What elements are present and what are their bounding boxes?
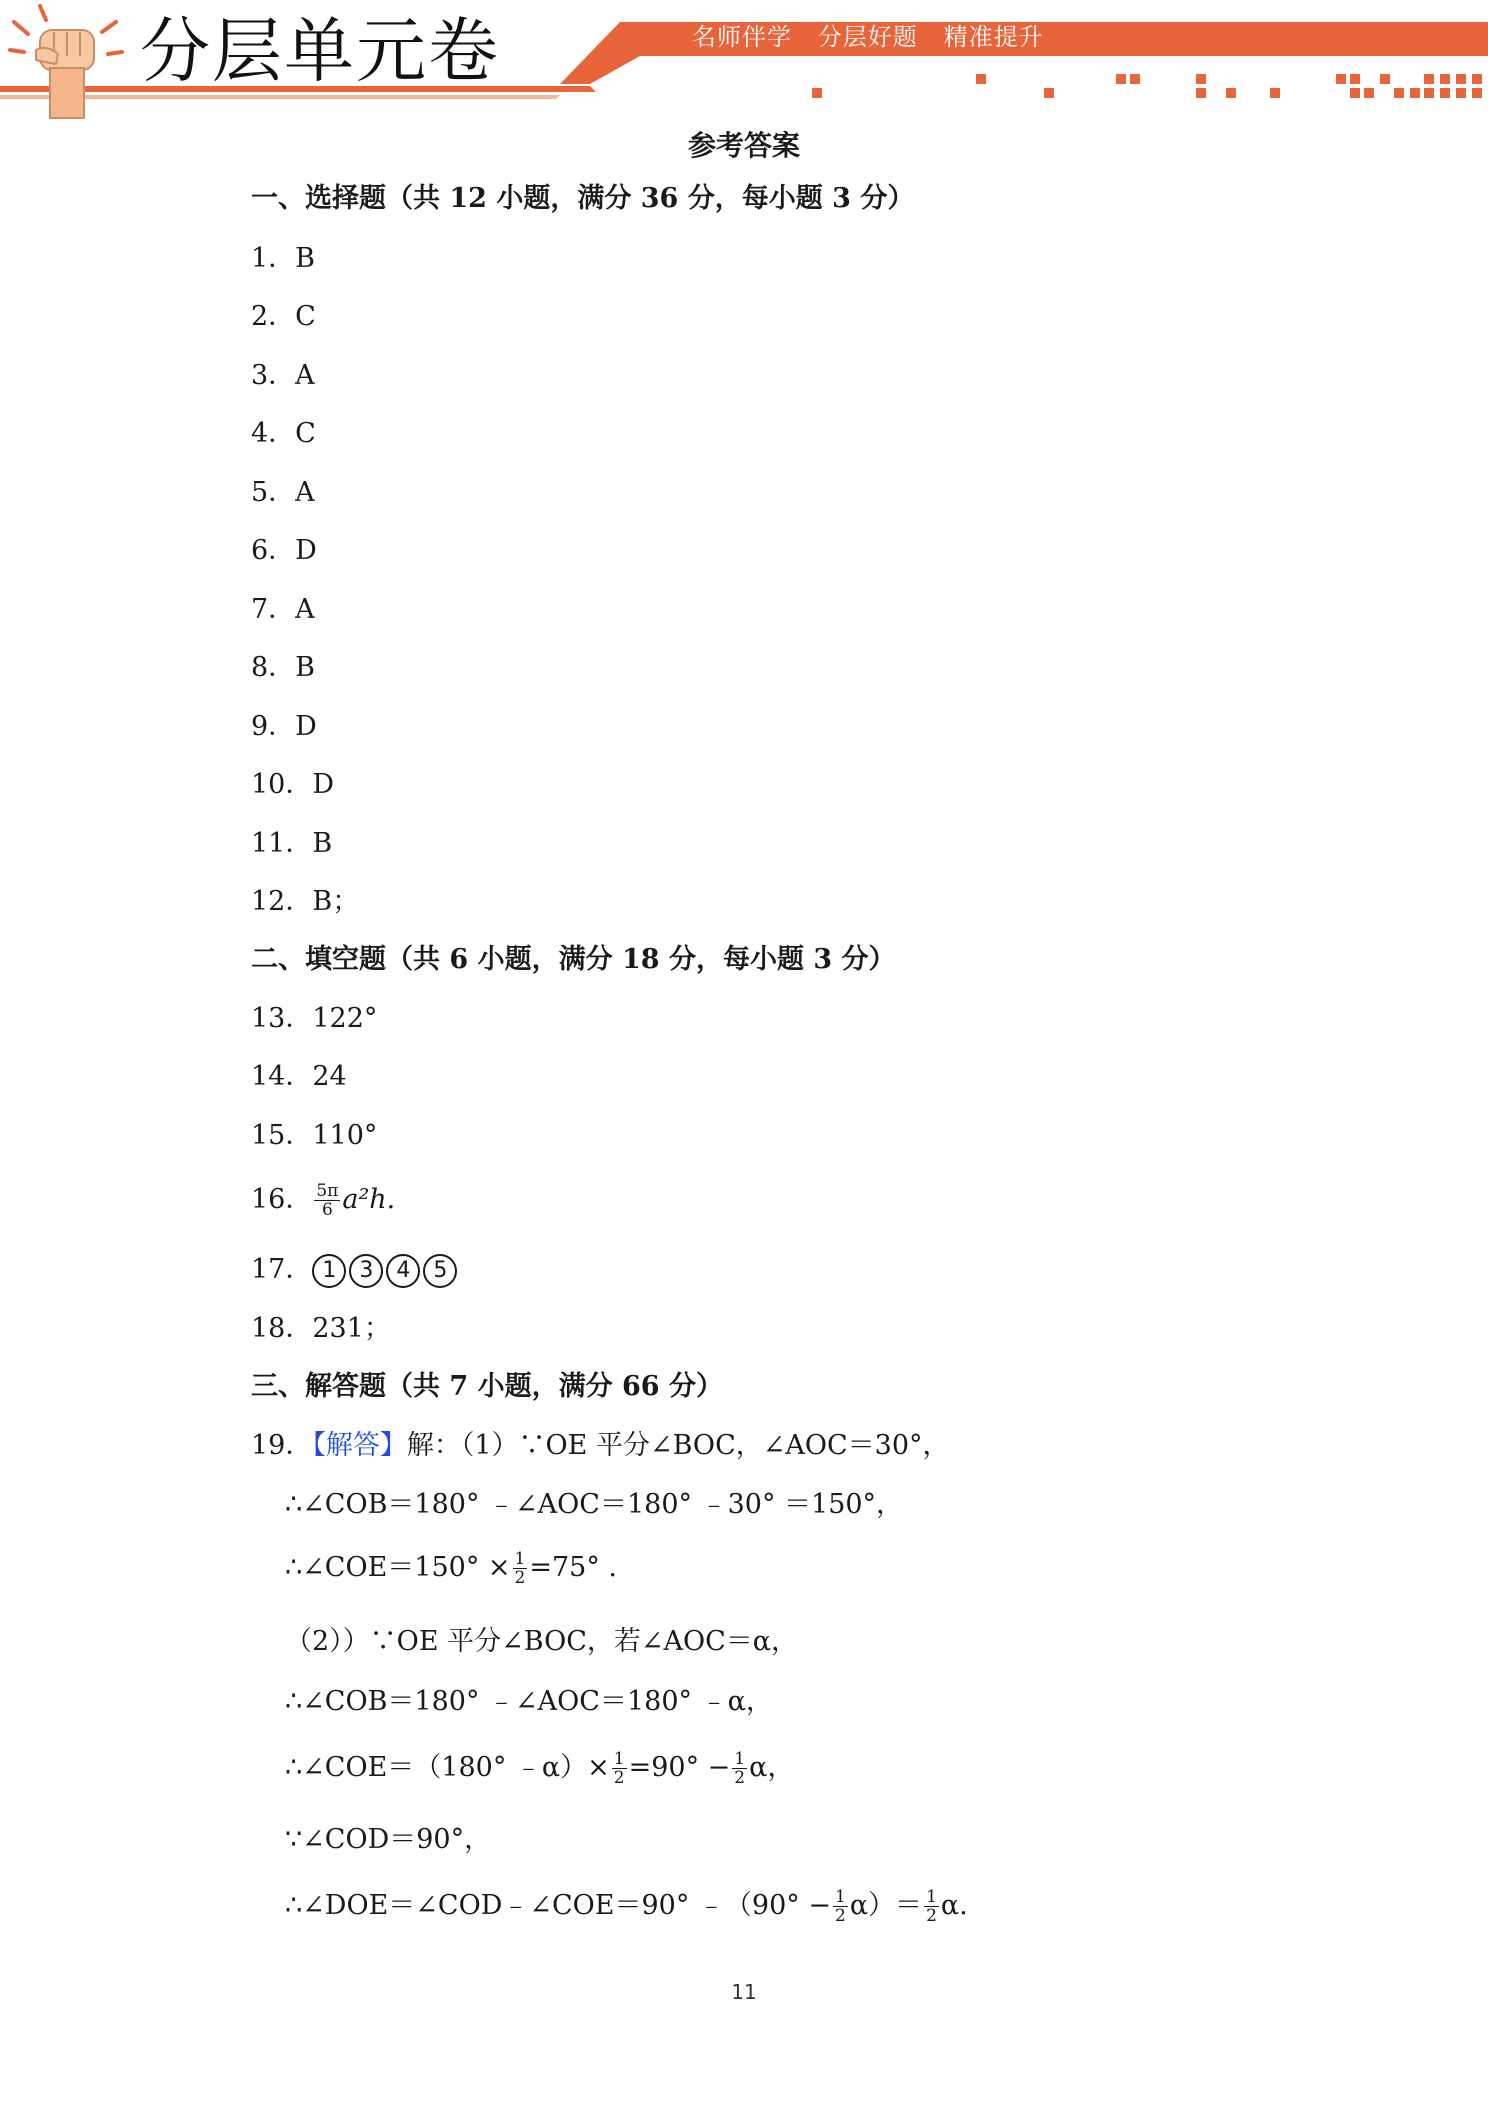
- answer-9: 9．D: [251, 711, 317, 742]
- solution-text: α）＝: [849, 1890, 923, 1921]
- fraction-half: [924, 1888, 939, 1925]
- answer-3: 3．A: [251, 360, 315, 391]
- solution-text: ∴∠DOE＝∠COD﹣∠COE＝90° ﹣（90° −: [285, 1890, 831, 1921]
- solution-19-line-6: [285, 1750, 794, 1787]
- solution-text: α，: [749, 1752, 795, 1783]
- brand-title: 分层单元卷: [140, 10, 500, 92]
- fraction-denominator: 2: [926, 1906, 937, 1926]
- header-banner: [0, 0, 1488, 120]
- answer-6: 6．D: [251, 535, 317, 566]
- solution-text: ∴∠COE＝（180° ﹣α）×: [285, 1752, 610, 1783]
- answer-11: 11．B: [251, 828, 333, 859]
- solution-19-line-8: [285, 1888, 968, 1925]
- fraction-denominator: 2: [835, 1906, 846, 1926]
- fraction-numerator: 5π: [316, 1181, 339, 1201]
- section2-heading: 二、填空题（共 6 小题，满分 18 分，每小题 3 分）: [251, 944, 896, 975]
- solution-text: =75° .: [529, 1552, 618, 1583]
- answer-18: 18．231；: [251, 1313, 391, 1344]
- answer-1: 1．B: [251, 243, 316, 274]
- answer-16-label: 16．: [251, 1184, 313, 1215]
- fraction-denominator: 2: [734, 1768, 746, 1788]
- answer-13: 13．122°: [251, 1003, 378, 1034]
- fraction-numerator: 1: [835, 1887, 846, 1907]
- header-slogan: 名师伴学 分层好题 精准提升: [692, 23, 1044, 51]
- fraction-numerator: 1: [734, 1749, 746, 1769]
- solution-19-line-2: ∴∠COB＝180° ﹣∠AOC＝180° ﹣30° ＝150°，: [285, 1489, 904, 1520]
- circled-number: 1: [312, 1254, 346, 1288]
- solution-19-line-3: [285, 1550, 617, 1587]
- circled-number: 3: [349, 1254, 383, 1288]
- solution-text: ∴∠COE＝150° ×: [285, 1552, 511, 1583]
- answer-17-label: 17．: [251, 1254, 313, 1285]
- answer-4: 4．C: [251, 418, 316, 449]
- fraction-denominator: 6: [321, 1200, 333, 1220]
- fraction-numerator: 1: [514, 1549, 526, 1569]
- fist-icon: [6, 4, 124, 122]
- fraction: [314, 1182, 340, 1219]
- solution-19-line-5: ∴∠COB＝180° ﹣∠AOC＝180° ﹣α，: [285, 1686, 773, 1717]
- answer-14: 14．24: [251, 1061, 347, 1092]
- answer-17: [251, 1252, 460, 1288]
- fraction-half: [833, 1888, 848, 1925]
- answer-8: 8．B: [251, 652, 316, 683]
- page-number: 11: [731, 1980, 757, 2004]
- fraction-half: [612, 1750, 627, 1787]
- solution-tag: 【解答】: [312, 1430, 407, 1461]
- solution-text: α.: [940, 1890, 968, 1921]
- answer-12: 12．B；: [251, 886, 360, 917]
- solution-19-line-7: ∵∠COD＝90°，: [285, 1824, 492, 1855]
- answer-10: 10．D: [251, 769, 335, 800]
- section1-heading: 一、选择题（共 12 小题，满分 36 分，每小题 3 分）: [251, 183, 915, 214]
- answer-16-expression: a²h.: [342, 1184, 396, 1215]
- answer-16: [251, 1182, 395, 1219]
- fraction-numerator: 1: [926, 1887, 937, 1907]
- fraction-denominator: 2: [613, 1768, 625, 1788]
- page-title: 参考答案: [687, 129, 800, 162]
- circled-number: 4: [386, 1254, 420, 1288]
- answer-15: 15．110°: [251, 1120, 378, 1151]
- solution-19-line-4: （2））∵OE 平分∠BOC，若∠AOC＝α，: [285, 1626, 799, 1657]
- fraction-numerator: 1: [613, 1749, 625, 1769]
- solution-text: =90° −: [628, 1752, 731, 1783]
- answer-7: 7．A: [251, 594, 315, 625]
- answer-2: 2．C: [251, 301, 316, 332]
- solution-text: 解：（1）∵OE 平分∠BOC，∠AOC＝30°，: [406, 1430, 950, 1461]
- circled-number: 5: [423, 1254, 457, 1288]
- question-number: 19．: [251, 1430, 313, 1461]
- solution-19-line-1: [251, 1428, 950, 1464]
- answer-5: 5．A: [251, 477, 315, 508]
- fraction-half: [513, 1550, 528, 1587]
- fraction-half: [732, 1750, 747, 1787]
- fraction-denominator: 2: [514, 1568, 526, 1588]
- section3-heading: 三、解答题（共 7 小题，满分 66 分）: [251, 1371, 723, 1402]
